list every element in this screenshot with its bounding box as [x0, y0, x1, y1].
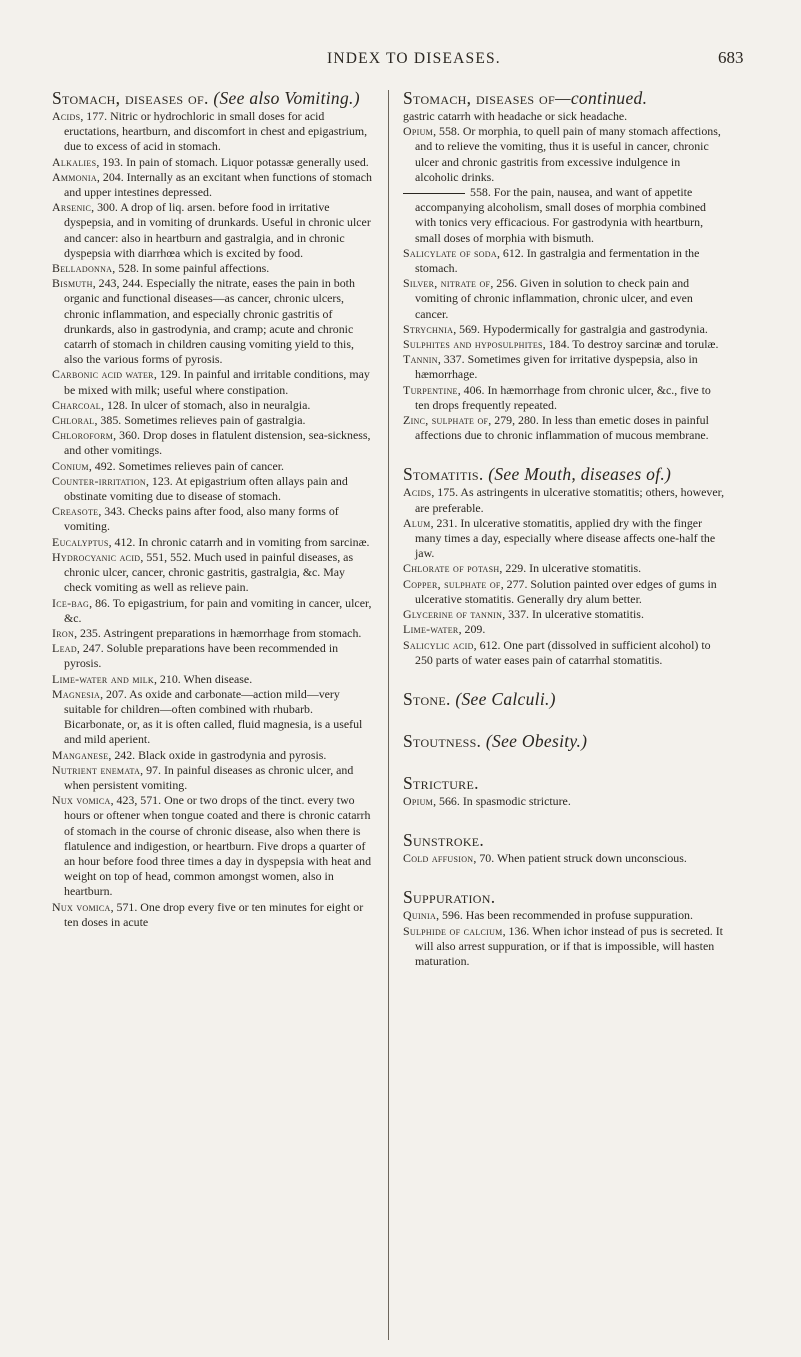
- entry-term: Silver, nitrate of: [403, 276, 491, 291]
- entry-page-ref: , 558.: [433, 124, 460, 139]
- entry-text: One or two drops of the tinct. every two hours or oftener when tongue coated and there is chronic catarrh of stomach in the course of chronic disease, also when there is flatulence and indigestion, or heartburn. Five drops a quarter of an hour before food three times a day in dyspepsia with heat and weight on top of head, common amongst women, also in heartburn.: [64, 793, 372, 899]
- index-entry: [403, 124, 726, 185]
- index-entry: [403, 276, 726, 322]
- entry-term: Ammonia: [52, 169, 97, 184]
- entry-page-ref: , 242.: [108, 747, 136, 762]
- entry-page-ref: , 569.: [453, 321, 480, 336]
- entry-page-ref: , 184.: [542, 337, 570, 352]
- entry-page-ref: , 231.: [430, 515, 458, 530]
- section-list: [403, 463, 726, 969]
- see-also-reference: (See Calculi.): [455, 688, 556, 709]
- index-entry: [403, 794, 726, 809]
- entry-page-ref: , 97.: [140, 762, 161, 777]
- entry-page-ref: , 243, 244.: [92, 276, 144, 291]
- index-entry: [52, 763, 373, 793]
- entry-text: To destroy sarcinæ and torulæ.: [569, 337, 719, 352]
- entry-text: As astringents in ulcerative stomatitis; others, however, are preferable.: [415, 485, 725, 515]
- entry-term: Strychnia: [403, 321, 454, 336]
- entry-page-ref: , 129.: [153, 367, 181, 382]
- entry-text: In hæmorrhage from chronic ulcer, &c., five to ten drops frequently repeated.: [415, 382, 711, 412]
- entry-page-ref: , 193.: [96, 154, 124, 169]
- index-entry: [52, 170, 373, 200]
- section-title: Suppuration.: [403, 887, 496, 908]
- entry-text: When ichor instead of pus is secreted. It will also arrest suppuration, or if that is impossible, will hasten maturation.: [415, 923, 723, 968]
- entry-page-ref: , 343.: [98, 504, 126, 519]
- entry-text: Internally as an excitant when functions of stomach and upper intestines depressed.: [64, 169, 372, 200]
- entry-page-ref: , 204.: [96, 169, 124, 184]
- entry-text: Sometimes relieves pain of cancer.: [115, 458, 284, 473]
- section-heading: [403, 730, 726, 752]
- section-heading: [403, 772, 726, 794]
- entry-text: In ulcerative stomatitis.: [526, 561, 642, 576]
- entry-term: Ice-bag: [52, 595, 90, 610]
- entry-term: Turpentine: [403, 382, 458, 397]
- page-number: 683: [718, 48, 744, 67]
- entry-list: [52, 109, 373, 930]
- entry-text: One drop every five or ten minutes for eight or ten doses in acute: [64, 899, 364, 929]
- entry-term: Nux vomica: [52, 899, 111, 914]
- index-entry: [52, 200, 373, 261]
- index-entry: [403, 924, 726, 970]
- column-divider: [388, 90, 389, 1340]
- index-entry: [52, 596, 373, 626]
- entry-text: Given in solution to check pain and vomiting of chronic inflammation, chronic ulcer, and even cancer.: [415, 276, 693, 321]
- right-column: [403, 87, 726, 969]
- index-entry: [52, 367, 373, 397]
- entry-page-ref: , 551, 552.: [140, 549, 191, 564]
- entry-term: Salicylic acid: [403, 637, 474, 652]
- entry-text: gastric catarrh with headache or sick headache.: [403, 109, 628, 123]
- entry-text: Solution painted over edges of gums in ulcerative stomatitis. Generally dry alum better.: [415, 576, 717, 606]
- section-heading: [403, 688, 726, 710]
- entry-text: Or morphia, to quell pain of many stomach affections, and to relieve the vomiting, thus it is useful in cancer, chronic ulcer and chronic gastritis from excessive indulgence in alcoholic drinks.: [415, 124, 721, 184]
- entry-term: Carbonic acid water: [52, 367, 154, 382]
- entry-term: Chloral: [52, 413, 95, 428]
- entry-page-ref: , 300.: [91, 200, 118, 215]
- index-entry: [403, 908, 726, 923]
- index-entry: [52, 261, 373, 276]
- entry-term: Eucalyptus: [52, 534, 109, 549]
- entry-text: In ulcerative stomatitis.: [529, 607, 644, 622]
- entry-page-ref: , 337.: [502, 607, 529, 622]
- entry-page-ref: , 279, 280.: [488, 413, 539, 428]
- entry-text: Has been recommended in profuse suppuration.: [462, 908, 693, 923]
- entry-term: Magnesia: [52, 686, 101, 701]
- entry-term: Nux vomica: [52, 793, 111, 808]
- entry-page-ref: , 423, 571.: [110, 793, 162, 808]
- see-also-reference: (See Obesity.): [485, 730, 588, 751]
- entry-page-ref: , 175.: [431, 485, 459, 500]
- entry-page-ref: , 492.: [88, 458, 116, 473]
- entry-page-ref: , 412.: [108, 534, 136, 549]
- entry-text: One part (dissolved in sufficient alcohol) to 250 parts of water eases pain of catarrhal stomatitis.: [415, 637, 711, 667]
- section-title: Stoutness.: [403, 730, 482, 751]
- entry-text: In painful diseases as chronic ulcer, and when persistent vomiting.: [64, 762, 354, 792]
- entry-text: When disease.: [180, 671, 253, 686]
- entry-term: Quinia: [403, 908, 437, 923]
- index-entry: [403, 561, 726, 576]
- entry-text: In chronic catarrh and in vomiting from sarcinæ.: [135, 534, 370, 549]
- index-entry: [403, 185, 726, 246]
- index-entry: [403, 485, 726, 515]
- entry-text: Especially the nitrate, eases the pain in both organic and functional diseases—as cancer, chronic ulcers, chronic inflammation, and especially chronic gastritis of drunkards, also in gastrodynia, and cramp; acute and chronic catarrh of stomach in children causing vomiting yield to this, also the various forms of pyrosis.: [64, 276, 355, 367]
- entry-page-ref: , 612.: [473, 637, 501, 652]
- entry-page-ref: , 337.: [437, 352, 465, 367]
- index-entry: [403, 109, 726, 124]
- entry-text: Nitric or hydrochloric in small doses for acid eructations, heartburn, and discomfort in chest and epigastrium, due to excess of acid in stomach.: [64, 109, 368, 154]
- entry-term: Cold affusion: [403, 851, 474, 866]
- entry-text: When patient struck down unconscious.: [494, 851, 687, 866]
- entry-term: Acids: [52, 109, 81, 123]
- entry-text: In painful and irritable conditions, may be mixed with milk; useful where constipation.: [64, 367, 370, 397]
- entry-text: In ulcer of stomach, also in neuralgia.: [127, 397, 311, 412]
- entry-text: In gastralgia and fermentation in the stomach.: [415, 245, 700, 276]
- header-title: INDEX TO DISEASES.: [327, 50, 501, 67]
- entry-page-ref: , 406.: [457, 382, 485, 397]
- entry-text: As oxide and carbonate—action mild—very suitable for children—often combined with rhubarb.: [64, 686, 340, 716]
- entry-text: Much used in painful diseases, as chronic ulcer, cancer, chronic gastritis, gastralgia, &c. May check vomiting as well as relieve pain.: [64, 549, 354, 595]
- index-entry: [403, 516, 726, 562]
- entry-term: Sulphites and hyposulphites: [403, 337, 543, 352]
- entry-term: Tannin: [403, 352, 438, 367]
- index-entry: [52, 748, 373, 763]
- entry-text: Sometimes given for irritative dyspepsia, also in hæmorrhage.: [415, 352, 698, 382]
- entry-term: Counter-irritation: [52, 473, 146, 488]
- entry-term: Manganese: [52, 747, 109, 762]
- entry-page-ref: 558.: [470, 185, 491, 200]
- section-heading: [403, 463, 726, 485]
- entry-text: In ulcerative stomatitis, applied dry with the finger many times a day, especially where disease affects one-half the jaw.: [415, 515, 716, 561]
- entry-text: A drop of liq. arsen. before food in irritative dyspepsia, and in vomiting of drunkards. Useful in chronic ulcer and cancer: also in heartburn and gastralgia, and in chronic dyspepsia with diarrhœa which is excited by food.: [64, 200, 371, 260]
- section-title: Sunstroke.: [403, 830, 485, 851]
- index-entry: [52, 550, 373, 596]
- entry-text: Hypodermically for gastralgia and gastrodynia.: [479, 321, 708, 336]
- entry-page-ref: , 566.: [433, 793, 460, 808]
- index-entry: [52, 155, 373, 170]
- entry-term: Zinc, sulphate of: [403, 413, 489, 428]
- entry-term: Alkalies: [52, 154, 97, 169]
- entry-text: At epigastrium often allays pain and obstinate vomiting due to disease of stomach.: [64, 473, 348, 504]
- entry-term: Lime-water and milk: [52, 671, 154, 686]
- entry-term: Nutrient enemata: [52, 762, 141, 777]
- entry-page-ref: , 86.: [89, 595, 110, 610]
- entry-text: Black oxide in gastrodynia and pyrosis.: [135, 747, 327, 762]
- section-heading-stomach-continued: [403, 87, 726, 109]
- entry-term: Arsenic: [52, 200, 92, 215]
- index-entry: [52, 900, 373, 930]
- see-also-reference: (See Mouth, diseases of.): [488, 464, 672, 485]
- entry-page-ref: , 385.: [94, 413, 122, 428]
- entry-page-ref: , 70.: [473, 851, 495, 866]
- entry-term: Creasote: [52, 504, 99, 519]
- entry-page-ref: , 123.: [145, 473, 173, 488]
- entry-page-ref: , 229.: [499, 561, 527, 576]
- entry-text: To epigastrium, for pain and vomiting in cancer, ulcer, &c.: [64, 595, 372, 625]
- index-entry: [52, 793, 373, 899]
- ditto-dash: [403, 193, 465, 194]
- index-entry: [403, 246, 726, 276]
- index-entry: [403, 851, 726, 866]
- entry-term: Hydrocyanic acid: [52, 549, 141, 564]
- index-entry: [403, 413, 726, 443]
- section-title: Stomach, diseases of.: [52, 88, 209, 108]
- index-entry: [52, 413, 373, 428]
- entry-text: Sometimes relieves pain of gastralgia.: [121, 413, 306, 428]
- entry-term: Opium: [403, 124, 434, 139]
- entry-text: Bicarbonate, or, as it is often called, fluid magnesia, is a useful and mild aperient.: [64, 717, 363, 747]
- entry-page-ref: , 177.: [80, 109, 108, 123]
- entry-page-ref: , 207.: [100, 686, 127, 701]
- entry-text: For the pain, nausea, and want of appetite accompanying alcoholism, small doses of morphia combined with tonics very efficacious. For gastrodynia with heartburn, small doses of morphia with bismuth.: [415, 185, 706, 245]
- entry-term: Belladonna: [52, 261, 113, 276]
- entry-list: [403, 109, 726, 443]
- entry-term: Glycerine of tannin: [403, 607, 503, 622]
- section-heading: [403, 886, 726, 908]
- entry-page-ref: , 277.: [500, 576, 528, 591]
- index-entry: [52, 717, 373, 747]
- entry-text: Soluble preparations have been recommended in pyrosis.: [64, 641, 339, 671]
- entry-term: Alum: [403, 515, 431, 530]
- entry-term: Chloroform: [52, 428, 114, 443]
- entry-term: Bismuth: [52, 276, 93, 291]
- index-entry: [52, 672, 373, 687]
- entry-page-ref: , 596.: [436, 908, 463, 923]
- index-entry: [403, 607, 726, 622]
- entry-page-ref: , 136.: [502, 923, 530, 938]
- see-also-reference: (See also Vomiting.): [213, 88, 360, 108]
- entry-text: In some painful affections.: [139, 261, 270, 276]
- entry-page-ref: , 360.: [113, 428, 140, 443]
- entry-term: Salicylate of soda: [403, 245, 497, 260]
- index-entry: [403, 352, 726, 382]
- entry-text: Astringent preparations in hæmorrhage from stomach.: [100, 625, 362, 640]
- entry-page-ref: , 612.: [496, 245, 524, 260]
- index-entry: [403, 638, 726, 668]
- index-entry: [52, 398, 373, 413]
- entry-term: Opium: [403, 793, 434, 808]
- entry-term: Acids: [403, 485, 432, 500]
- entry-term: Sulphide of calcium: [403, 923, 503, 938]
- index-entry: [403, 337, 726, 352]
- section-heading: [403, 829, 726, 851]
- entry-text: In spasmodic stricture.: [459, 793, 571, 808]
- index-entry: [52, 535, 373, 550]
- left-column: [52, 87, 373, 930]
- index-entry: [52, 109, 373, 155]
- index-entry: [403, 577, 726, 607]
- entry-page-ref: , 571.: [110, 899, 138, 914]
- entry-term: Chlorate of potash: [403, 561, 500, 576]
- entry-text: Checks pains after food, also many forms of vomiting.: [64, 504, 339, 534]
- continued-marker: —continued.: [555, 88, 648, 108]
- index-entry: [52, 687, 373, 717]
- entry-page-ref: , 256.: [490, 276, 518, 291]
- entry-term: Charcoal: [52, 397, 101, 412]
- entry-page-ref: , 128.: [101, 397, 128, 412]
- section-title: Stomatitis.: [403, 464, 484, 485]
- entry-text: In less than emetic doses in painful affections due to chronic inflammation of mucous membrane.: [415, 413, 709, 443]
- entry-page-ref: , 528.: [112, 261, 140, 276]
- index-entry: [52, 626, 373, 641]
- entry-term: Iron: [52, 625, 75, 640]
- section-title: Stone.: [403, 688, 451, 709]
- section-title: Stomach, diseases of: [403, 88, 555, 108]
- entry-text: In pain of stomach. Liquor potassæ generally used.: [123, 154, 369, 169]
- index-entry: [52, 641, 373, 671]
- entry-page-ref: , 210.: [153, 671, 181, 686]
- index-entry: [52, 474, 373, 504]
- section-heading-stomach: [52, 87, 373, 109]
- section-title: Stricture.: [403, 772, 479, 793]
- entry-text: Drop doses in flatulent distension, sea-sickness, and other vomitings.: [64, 428, 371, 458]
- index-entry: [52, 276, 373, 367]
- entry-term: Copper, sulphate of: [403, 576, 501, 591]
- index-entry: [403, 383, 726, 413]
- entry-term: Lead: [52, 641, 77, 656]
- entry-page-ref: , 235.: [74, 625, 101, 640]
- index-entry: [52, 504, 373, 534]
- index-entry: [52, 428, 373, 458]
- index-entry: [52, 459, 373, 474]
- index-entry: [403, 622, 726, 637]
- index-entry: [403, 322, 726, 337]
- entry-page-ref: , 247.: [76, 641, 104, 656]
- entry-page-ref: , 209.: [458, 622, 486, 637]
- entry-term: Lime-water: [403, 622, 459, 637]
- entry-term: Conium: [52, 458, 89, 473]
